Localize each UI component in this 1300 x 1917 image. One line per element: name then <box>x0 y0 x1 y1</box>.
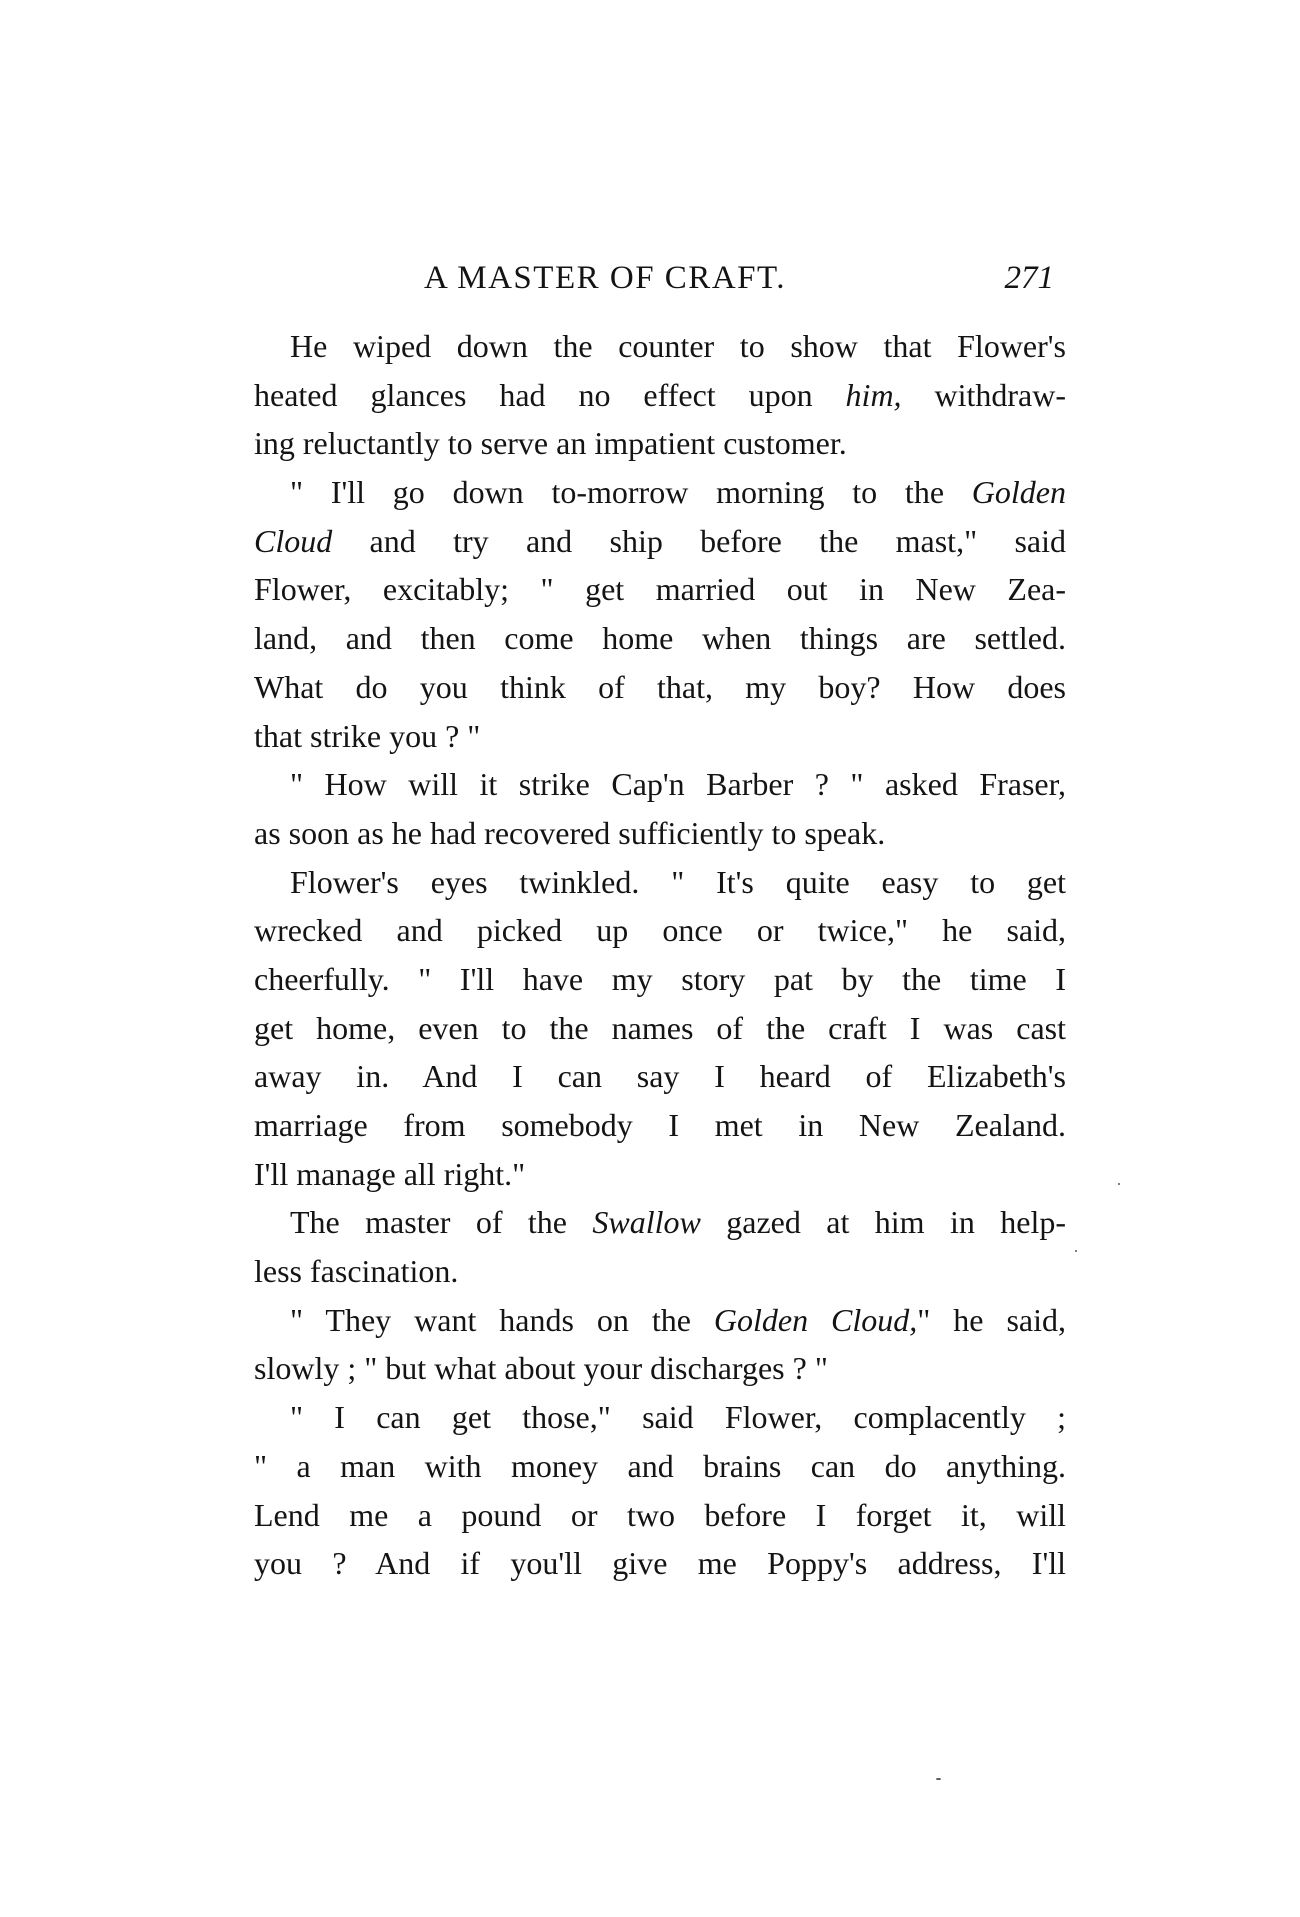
text-line: What do you think of that, my boy? How does <box>254 668 1066 705</box>
text-line: less fascination. <box>254 1253 459 1290</box>
text-line: cheerfully. " I'll have my story pat by the time I <box>254 960 1066 997</box>
body-text <box>254 322 1066 1588</box>
text-line: wrecked and picked up once or twice," he said, <box>254 912 1066 949</box>
text-line: you ? And if you'll give me Poppy's address, I'll <box>254 1545 1066 1582</box>
text-line: " How will it strike Cap'n Barber ? " asked Fraser, <box>290 766 1066 803</box>
text-line: I'll manage all right." <box>254 1155 526 1192</box>
text-line: Cloud and try and ship before the mast," said <box>254 522 1066 559</box>
text-line: He wiped down the counter to show that Flower's <box>290 328 1066 364</box>
text-line: " I'll go down to-morrow morning to the Golden <box>290 474 1066 511</box>
page-number: 271 <box>1004 260 1054 296</box>
paper-speck <box>936 1778 941 1780</box>
text-line: " a man with money and brains can do anything. <box>254 1447 1066 1484</box>
text-line: The master of the Swallow gazed at him in help- <box>290 1204 1066 1241</box>
paper-speck <box>1118 1183 1120 1185</box>
page-header <box>254 260 1066 310</box>
text-line: " They want hands on the Golden Cloud," he said, <box>290 1301 1066 1338</box>
text-line: land, and then come home when things are settled. <box>254 620 1066 657</box>
text-line: Flower's eyes twinkled. " It's quite easy to get <box>290 863 1066 900</box>
text-line: slowly ; " but what about your discharges ? " <box>254 1350 828 1387</box>
text-line: away in. And I can say I heard of Elizabeth's <box>254 1058 1066 1095</box>
paper-speck <box>1075 1250 1077 1252</box>
text-line: get home, even to the names of the craft I was cast <box>254 1009 1066 1046</box>
text-line: heated glances had no effect upon him, withdraw- <box>254 376 1066 413</box>
text-line: as soon as he had recovered sufficiently to speak. <box>254 814 886 851</box>
text-line: marriage from somebody I met in New Zealand. <box>254 1107 1066 1143</box>
text-line: " I can get those," said Flower, complacently ; <box>290 1399 1066 1436</box>
text-line: that strike you ? " <box>254 717 481 754</box>
text-line: Lend me a pound or two before I forget it, will <box>254 1496 1066 1533</box>
text-line: Flower, excitably; " get married out in New Zea- <box>254 571 1066 608</box>
text-line: ing reluctantly to serve an impatient customer. <box>254 425 847 462</box>
running-title: A MASTER OF CRAFT. <box>424 260 786 296</box>
